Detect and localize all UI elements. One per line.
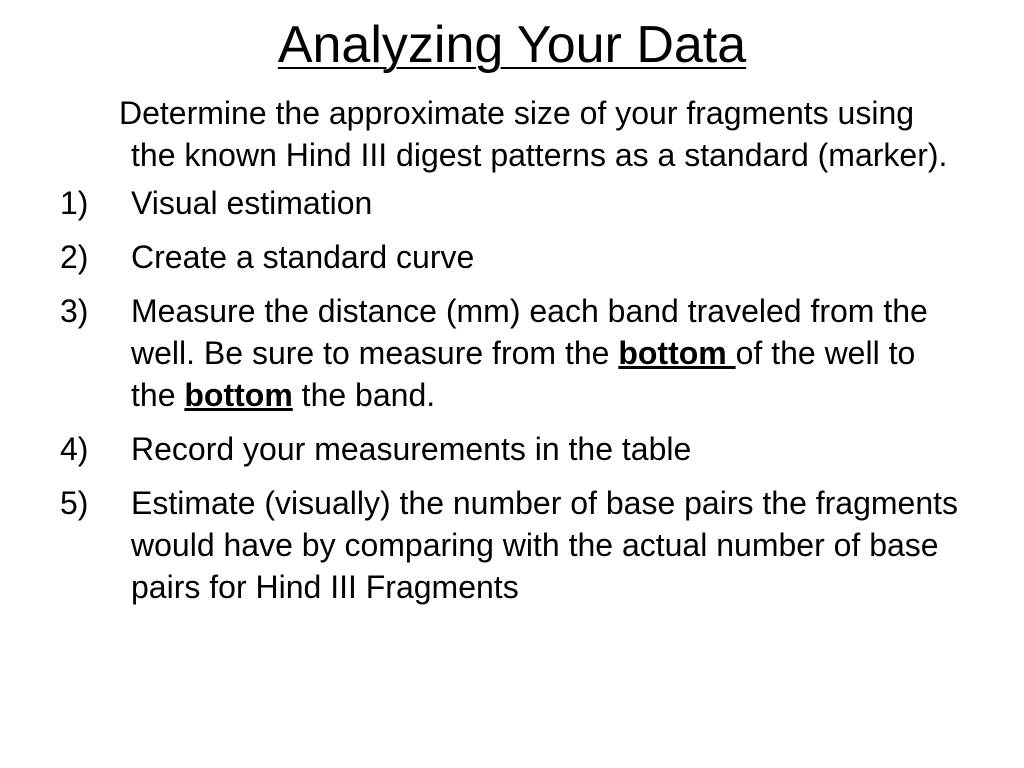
list-item-number: 5) [60,485,89,521]
list-item-text: Estimate (visually) the number of base pairs the fragments would have by comparing with the actual number of base pairs for Hind III Fragments [131,485,959,605]
list-item-number: 3) [60,293,89,329]
list-item-text-part: the band. [292,377,436,413]
slide-title: Analyzing Your Data [277,16,747,74]
list-item-4 [60,428,960,470]
emphasis-bottom-1: bottom [618,335,736,371]
list-item-5 [60,482,960,608]
list-item-3 [60,290,960,416]
list-item-number: 4) [60,431,89,467]
list-item-text: Create a standard curve [131,239,475,275]
intro-paragraph: Determine the approximate size of your fragments using the known Hind III digest patterns as a standard (marker). [119,95,948,173]
list-item-2 [60,236,960,278]
list-item-text-part: of the well to the [131,335,916,413]
list-item-1 [60,182,960,224]
slide-body [60,92,960,620]
list-item-text-part: Measure the distance (mm) each band traveled from the well. Be sure to measure from the [131,293,928,371]
emphasis-bottom-2: bottom [184,377,293,413]
list-item-number: 1) [60,185,89,221]
list-item-text: Record your measurements in the table [131,431,692,467]
list-item-text: Visual estimation [131,185,373,221]
list-item-number: 2) [60,239,89,275]
